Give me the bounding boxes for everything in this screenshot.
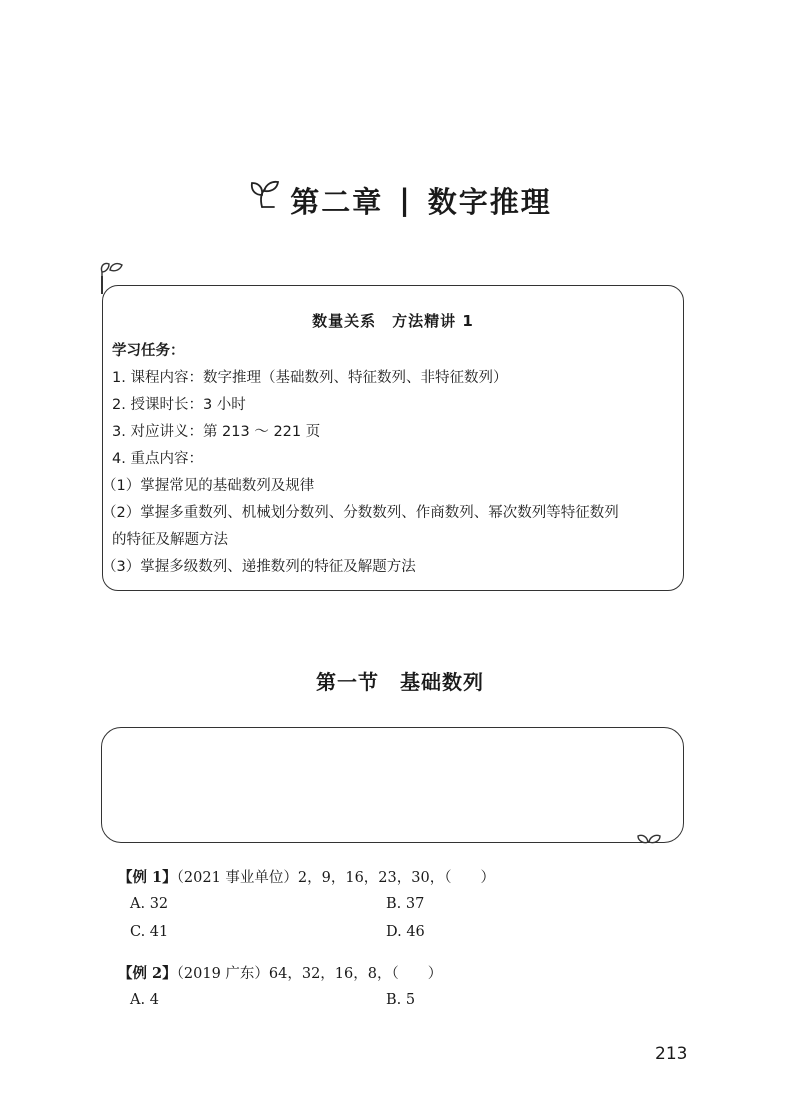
- task-line: （3）掌握多级数列、递推数列的特征及解题方法: [102, 559, 416, 575]
- option-d: D. 46: [386, 924, 425, 940]
- task-line: 3. 对应讲义：第 213 ～ 221 页: [112, 424, 321, 440]
- small-sprout-icon: [636, 829, 662, 849]
- chapter-name: 数字推理: [427, 184, 552, 219]
- task-line: 4. 重点内容：: [112, 451, 203, 467]
- learning-tasks-label: 学习任务：: [112, 343, 185, 359]
- task-line: （2）掌握多重数列、机械划分数列、分数数列、作商数列、幂次数列等特征数列: [102, 505, 619, 521]
- option-b: B. 5: [386, 992, 416, 1008]
- task-box-heading: 数量关系 方法精讲 1: [312, 312, 474, 330]
- chapter-title: [0, 178, 800, 222]
- sprout-icon: [248, 177, 282, 218]
- option-c: C. 41: [130, 924, 169, 940]
- chapter-separator: |: [399, 183, 412, 217]
- task-box-stem: [101, 276, 103, 294]
- example-question: [118, 866, 495, 887]
- chapter-number: 第二章: [290, 184, 384, 219]
- option-a: A. 32: [130, 896, 169, 912]
- notes-box: [101, 727, 684, 843]
- option-a: A. 4: [130, 992, 159, 1008]
- example-question: [118, 962, 442, 983]
- task-box-content: [102, 338, 678, 581]
- page-number: 213: [655, 1044, 688, 1064]
- section-title: 第一节 基础数列: [316, 670, 484, 694]
- example-text: （2021 事业单位）2，9，16，23，30，（ ）: [176, 870, 495, 886]
- task-line: 1. 课程内容：数字推理（基础数列、特征数列、非特征数列）: [112, 370, 508, 386]
- task-line: 2. 授课时长：3 小时: [112, 397, 246, 413]
- example-tag: 【例 2】: [118, 965, 177, 982]
- task-line: 的特征及解题方法: [112, 532, 228, 548]
- example-tag: 【例 1】: [118, 869, 177, 886]
- task-line: （1）掌握常见的基础数列及规律: [102, 478, 315, 494]
- option-b: B. 37: [386, 896, 425, 912]
- example-text: （2019 广东）64，32，16，8，（ ）: [176, 966, 443, 982]
